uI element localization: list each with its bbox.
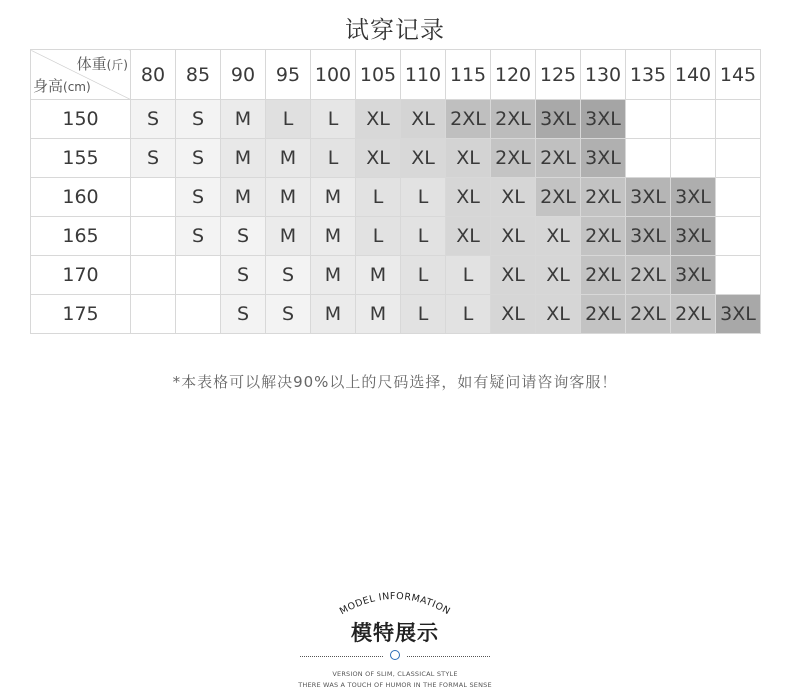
weight-header-row — [31, 50, 761, 100]
size-cell: 2XL — [446, 100, 491, 139]
weight-header-cell: 90 — [221, 50, 266, 100]
size-cell: S — [221, 217, 266, 256]
size-cell: S — [266, 295, 311, 334]
table-row — [31, 139, 761, 178]
size-cell: 3XL — [626, 178, 671, 217]
size-cell: 2XL — [491, 100, 536, 139]
table-row — [31, 178, 761, 217]
size-cell: S — [131, 100, 176, 139]
size-cell: XL — [446, 217, 491, 256]
size-cell — [131, 178, 176, 217]
size-cell: 3XL — [671, 256, 716, 295]
size-cell — [176, 295, 221, 334]
table-row — [31, 295, 761, 334]
size-cell: 2XL — [581, 217, 626, 256]
weight-header-cell: 130 — [581, 50, 626, 100]
table-row — [31, 217, 761, 256]
size-cell: 2XL — [581, 178, 626, 217]
size-cell: XL — [401, 139, 446, 178]
size-cell: 3XL — [716, 295, 761, 334]
size-cell: 2XL — [536, 178, 581, 217]
size-cell: XL — [491, 178, 536, 217]
size-cell: XL — [491, 256, 536, 295]
size-cell: 3XL — [581, 139, 626, 178]
size-cell — [716, 178, 761, 217]
height-header-cell: 160 — [31, 178, 131, 217]
size-cell — [131, 256, 176, 295]
size-cell: XL — [356, 139, 401, 178]
table-row — [31, 256, 761, 295]
model-information-header — [295, 585, 495, 695]
size-cell: L — [266, 100, 311, 139]
size-cell: S — [176, 217, 221, 256]
weight-header-cell: 115 — [446, 50, 491, 100]
svg-text:MODEL INFORMATION — [338, 591, 452, 617]
size-cell: M — [311, 217, 356, 256]
size-cell: 2XL — [626, 256, 671, 295]
size-cell: 3XL — [626, 217, 671, 256]
size-cell: XL — [536, 295, 581, 334]
height-axis-label: 身高(cm) — [33, 77, 91, 95]
size-cell — [671, 100, 716, 139]
size-cell — [131, 217, 176, 256]
size-cell: L — [401, 217, 446, 256]
size-cell: L — [401, 295, 446, 334]
size-cell: 3XL — [581, 100, 626, 139]
size-cell: S — [131, 139, 176, 178]
height-header-cell: 150 — [31, 100, 131, 139]
size-cell: L — [401, 256, 446, 295]
weight-header-cell: 100 — [311, 50, 356, 100]
page-title: 试穿记录 — [345, 16, 445, 44]
model-subtitle-line-2: THERE WAS A TOUCH OF HUMOR IN THE FORMAL SENSE — [298, 681, 492, 689]
weight-header-cell: 110 — [401, 50, 446, 100]
size-cell — [716, 217, 761, 256]
size-cell: S — [176, 178, 221, 217]
divider-line-left — [300, 656, 383, 657]
size-cell — [716, 100, 761, 139]
size-cell: 3XL — [536, 100, 581, 139]
weight-axis-label: 体重(斤) — [76, 55, 128, 73]
size-cell: L — [356, 178, 401, 217]
size-cell: 2XL — [581, 295, 626, 334]
arc-text: MODEL INFORMATION — [337, 590, 453, 618]
size-cell: M — [221, 178, 266, 217]
weight-header-cell: 145 — [716, 50, 761, 100]
size-cell: M — [356, 295, 401, 334]
weight-header-cell: 105 — [356, 50, 401, 100]
size-cell: 2XL — [626, 295, 671, 334]
height-header-cell: 155 — [31, 139, 131, 178]
size-cell: L — [356, 217, 401, 256]
height-header-cell: 165 — [31, 217, 131, 256]
size-cell: M — [311, 295, 356, 334]
size-cell: M — [266, 139, 311, 178]
size-cell — [131, 295, 176, 334]
size-cell: S — [266, 256, 311, 295]
size-cell: L — [311, 100, 356, 139]
size-cell — [716, 256, 761, 295]
size-cell: S — [221, 295, 266, 334]
size-cell: S — [221, 256, 266, 295]
table-row — [31, 100, 761, 139]
height-header-cell: 170 — [31, 256, 131, 295]
size-cell: 3XL — [671, 178, 716, 217]
size-cell: M — [356, 256, 401, 295]
size-cell: XL — [491, 217, 536, 256]
size-cell — [671, 139, 716, 178]
dotted-divider — [295, 650, 495, 662]
size-cell: M — [311, 256, 356, 295]
weight-header-cell: 135 — [626, 50, 671, 100]
weight-header-cell: 85 — [176, 50, 221, 100]
size-cell: M — [266, 178, 311, 217]
weight-header-cell: 95 — [266, 50, 311, 100]
size-cell: XL — [401, 100, 446, 139]
size-cell: XL — [536, 256, 581, 295]
model-section-title: 模特展示 — [351, 621, 439, 645]
weight-header-cell: 140 — [671, 50, 716, 100]
size-cell: XL — [491, 295, 536, 334]
weight-header-cell: 125 — [536, 50, 581, 100]
size-cell: 2XL — [581, 256, 626, 295]
size-cell — [176, 256, 221, 295]
size-cell — [626, 139, 671, 178]
table-corner-header — [31, 50, 131, 100]
size-cell: M — [266, 217, 311, 256]
size-chart-table — [30, 49, 761, 334]
size-cell: 2XL — [671, 295, 716, 334]
size-cell — [626, 100, 671, 139]
size-cell: XL — [446, 139, 491, 178]
circle-icon — [390, 650, 400, 660]
size-cell: XL — [356, 100, 401, 139]
model-subtitle-line-1: VERSION OF SLIM, CLASSICAL STYLE — [332, 670, 458, 678]
size-cell: XL — [446, 178, 491, 217]
size-cell: 2XL — [536, 139, 581, 178]
size-cell: M — [311, 178, 356, 217]
weight-header-cell: 120 — [491, 50, 536, 100]
size-note: *本表格可以解决90%以上的尺码选择，如有疑问请咨询客服！ — [172, 373, 618, 391]
size-cell: M — [221, 139, 266, 178]
height-header-cell: 175 — [31, 295, 131, 334]
size-cell: S — [176, 100, 221, 139]
size-cell: L — [446, 295, 491, 334]
size-cell: L — [401, 178, 446, 217]
size-cell — [716, 139, 761, 178]
size-cell: XL — [536, 217, 581, 256]
weight-header-cell: 80 — [131, 50, 176, 100]
divider-line-right — [407, 656, 490, 657]
size-cell: 3XL — [671, 217, 716, 256]
size-cell: L — [311, 139, 356, 178]
size-cell: L — [446, 256, 491, 295]
size-cell: S — [176, 139, 221, 178]
size-cell: 2XL — [491, 139, 536, 178]
size-cell: M — [221, 100, 266, 139]
